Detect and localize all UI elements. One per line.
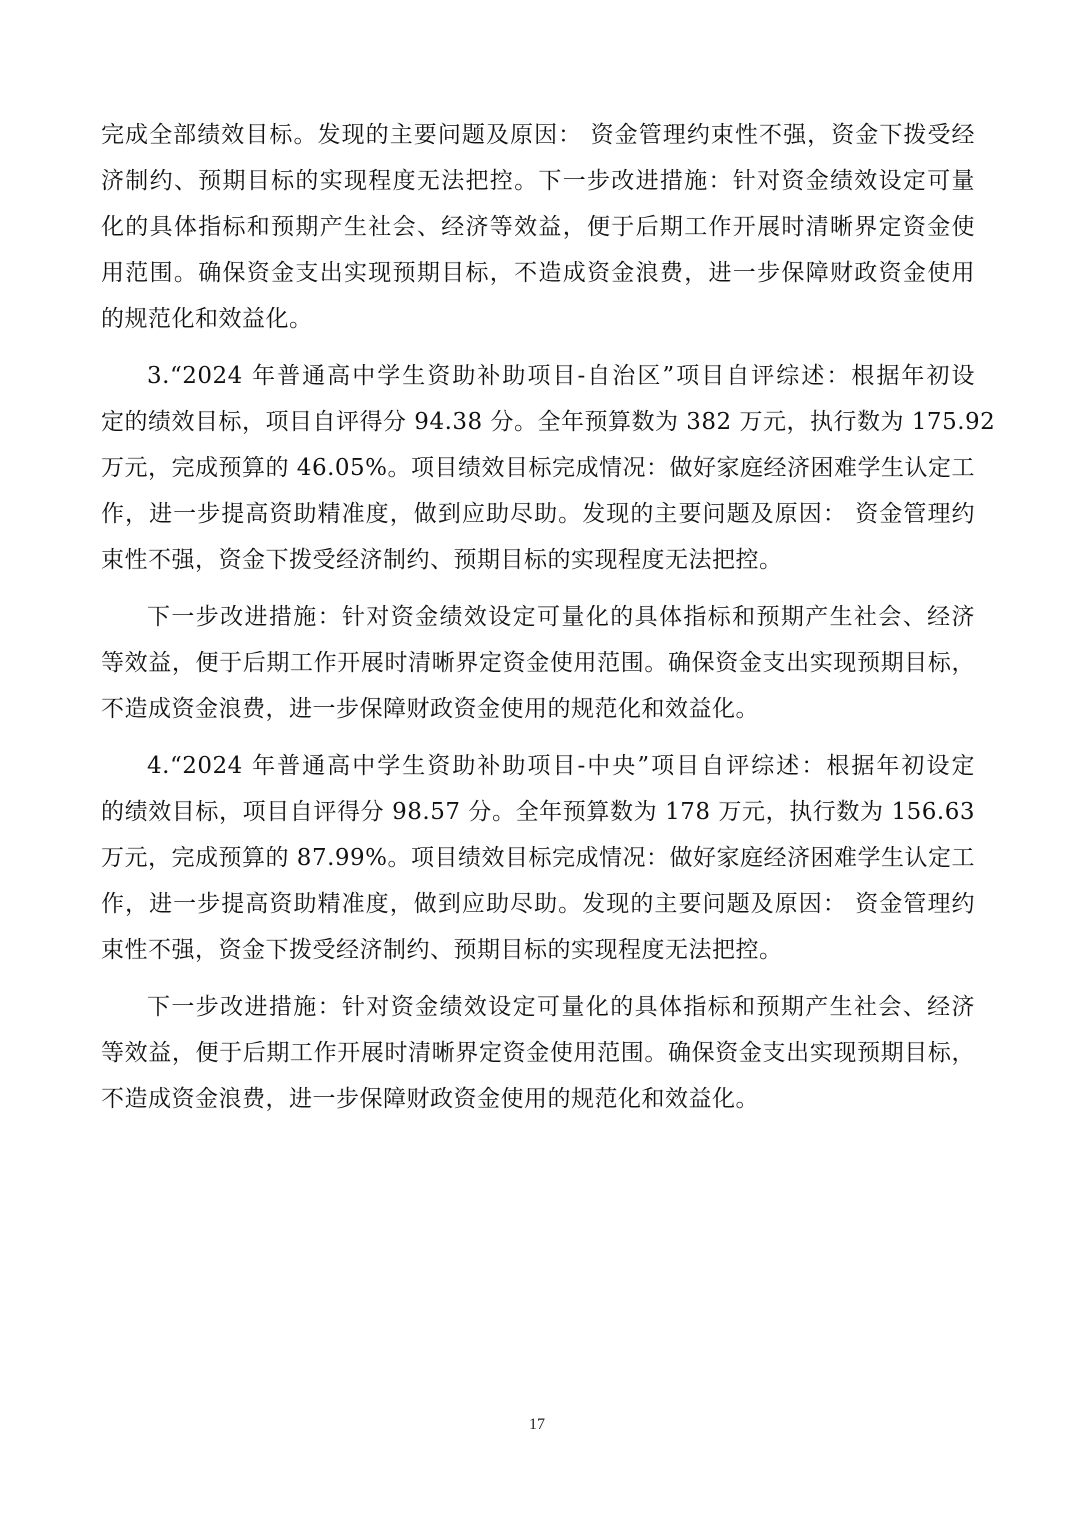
text-line: 等效益，便于后期工作开展时清晰界定资金使用范围。确保资金支出实现预期目标， xyxy=(101,650,975,676)
text-line: 不造成资金浪费，进一步保障财政资金使用的规范化和效益化。 xyxy=(101,696,759,722)
text-line: 万元，完成预算的 46.05%。项目绩效目标完成情况：做好家庭经济困难学生认定工 xyxy=(101,455,976,481)
text-line: 4.“2024 年普通高中学生资助补助项目-中央”项目自评综述：根据年初设定 xyxy=(147,753,975,779)
text-line: 作，进一步提高资助精准度，做到应助尽助。发现的主要问题及原因： 资金管理约 xyxy=(101,891,975,917)
text-line: 济制约、预期目标的实现程度无法把控。下一步改进措施：针对资金绩效设定可量 xyxy=(101,168,975,194)
text-line: 化的具体指标和预期产生社会、经济等效益，便于后期工作开展时清晰界定资金使 xyxy=(101,214,975,240)
text-line: 下一步改进措施：针对资金绩效设定可量化的具体指标和预期产生社会、经济 xyxy=(147,994,975,1020)
text-line: 完成全部绩效目标。发现的主要问题及原因： 资金管理约束性不强，资金下拨受经 xyxy=(101,122,975,148)
paragraph-item-3-summary xyxy=(101,353,996,583)
paragraph-item-3-improvements xyxy=(101,594,975,732)
text-line: 定的绩效目标，项目自评得分 94.38 分。全年预算数为 382 万元，执行数为 175.92 xyxy=(101,409,996,435)
text-line: 用范围。确保资金支出实现预期目标，不造成资金浪费，进一步保障财政资金使用 xyxy=(101,260,975,286)
paragraph-p1-continuation xyxy=(101,112,975,342)
text-line: 的规范化和效益化。 xyxy=(101,306,313,332)
text-line: 万元，完成预算的 87.99%。项目绩效目标完成情况：做好家庭经济困难学生认定工 xyxy=(101,845,976,871)
text-line: 的绩效目标，项目自评得分 98.57 分。全年预算数为 178 万元，执行数为 156.63 xyxy=(101,799,975,825)
paragraph-item-4-improvements xyxy=(101,984,975,1122)
text-line: 束性不强，资金下拨受经济制约、预期目标的实现程度无法把控。 xyxy=(101,547,783,573)
text-line: 不造成资金浪费，进一步保障财政资金使用的规范化和效益化。 xyxy=(101,1086,759,1112)
text-line: 作，进一步提高资助精准度，做到应助尽助。发现的主要问题及原因： 资金管理约 xyxy=(101,501,975,527)
text-line: 束性不强，资金下拨受经济制约、预期目标的实现程度无法把控。 xyxy=(101,937,783,963)
text-line: 下一步改进措施：针对资金绩效设定可量化的具体指标和预期产生社会、经济 xyxy=(147,604,975,630)
page-number: 17 xyxy=(529,1416,545,1433)
document-body xyxy=(101,112,996,1133)
paragraph-item-4-summary xyxy=(101,743,975,973)
text-line: 等效益，便于后期工作开展时清晰界定资金使用范围。确保资金支出实现预期目标， xyxy=(101,1040,975,1066)
text-line: 3.“2024 年普通高中学生资助补助项目-自治区”项目自评综述：根据年初设 xyxy=(147,363,975,389)
